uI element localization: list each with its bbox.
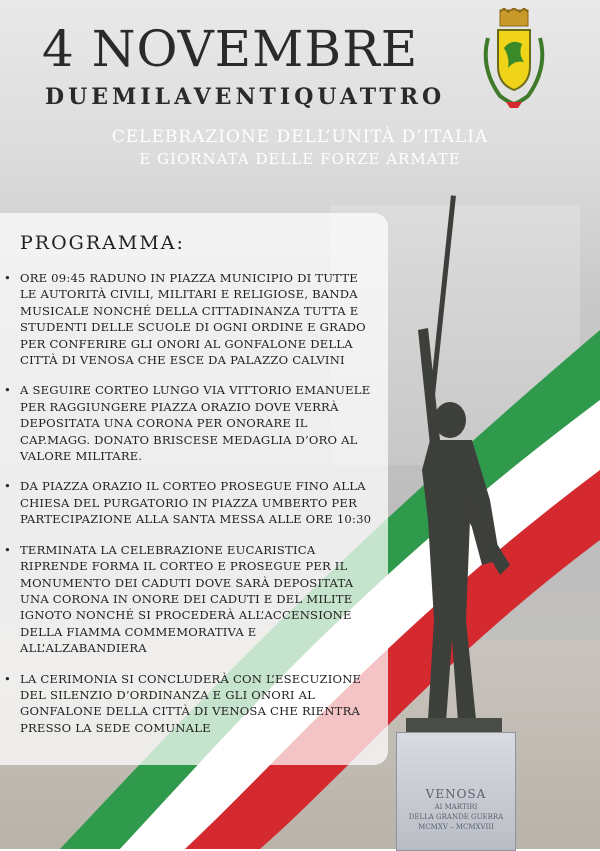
tagline-primary: CELEBRAZIONE DELL’UNITÀ D’ITALIA — [111, 127, 489, 147]
page-subtitle-year: DUEMILAVENTIQUATTRO — [45, 84, 446, 110]
programme-item: • ORE 09:45 RADUNO IN PIAZZA MUNICIPIO DI TUTTE LE AUTORITÀ CIVILI, MILITARI E RELIGIOSE, BANDA MUSICALE NONCHÉ DELLA CITTADINANZA TUTTA E STUDENTI DELLE SCUOLE DI OGNI ORDINE E GRADO PER CONFERIRE GLI ONORI AL GONFALONE DELLA CITTÀ DI VENOSA CHE ESCE DA PALAZZO CALVINI — [8, 270, 378, 368]
programme-item: • TERMINATA LA CELEBRAZIONE EUCARISTICA RIPRENDE FORMA IL CORTEO E PROSEGUE PER IL MONUMENTO DEI CADUTI DOVE SARÀ DEPOSITATA UNA CORONA IN ONORE DEI CADUTI E DEL MILITE IGNOTO NONCHÉ SI PROCEDERÀ ALL’ACCENSIONE DELLA FIAMMA COMMEMORATIVA E ALL’ALZABANDIERA — [8, 542, 378, 657]
monument-inscription-city: VENOSA — [425, 787, 487, 801]
monument-inscription-dedication: AI MARTIRI — [434, 803, 478, 811]
programme-item: • LA CERIMONIA SI CONCLUDERÀ CON L’ESECUZIONE DEL SILENZIO D’ORDINANZA E GLI ONORI AL GONFALONE DELLA CITTÀ DI VENOSA CHE RIENTRA PRESSO LA SEDE COMUNALE — [8, 671, 378, 737]
tagline-secondary: E GIORNATA DELLE FORZE ARMATE — [139, 150, 461, 168]
monument-inscription-war: DELLA GRANDE GUERRA — [408, 813, 504, 821]
programme-heading: PROGRAMMA: — [20, 232, 185, 254]
programme-item: • DA PIAZZA ORAZIO IL CORTEO PROSEGUE FINO ALLA CHIESA DEL PURGATORIO IN PIAZZA UMBERTO PER PARTECIPAZIONE ALLA SANTA MESSA ALLE ORE 10:30 — [8, 478, 378, 527]
page-title: 4 NOVEMBRE — [42, 20, 419, 78]
programme-list — [8, 270, 378, 750]
monument-inscription-years: MCMXV – MCMXVIII — [418, 823, 494, 831]
programme-item: • A SEGUIRE CORTEO LUNGO VIA VITTORIO EMANUELE PER RAGGIUNGERE PIAZZA ORAZIO DOVE VERRÀ DEPOSITATA UNA CORONA PER ONORARE IL CAP.MAGG. DONATO BRISCESE MEDAGLIA D’ORO AL VALORE MILITARE. — [8, 382, 378, 464]
monument-plinth — [396, 732, 516, 851]
